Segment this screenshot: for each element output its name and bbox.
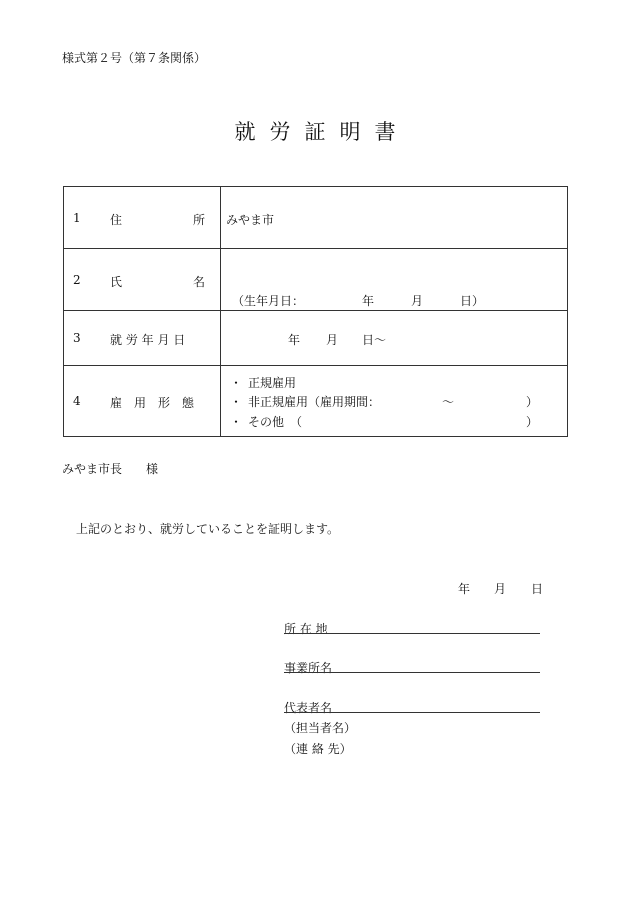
employment-month-label: 月 xyxy=(326,333,339,347)
location-label: 所 在 地 xyxy=(284,622,328,636)
representative-underline[interactable] xyxy=(284,712,540,713)
form-number: 様式第２号（第７条関係） xyxy=(62,51,207,65)
employment-type-label: 雇 用 形 態 xyxy=(110,396,195,410)
employment-date-label: 就 労 年 月 日 xyxy=(110,333,186,347)
employment-period-tilde: 〜 xyxy=(442,395,455,409)
birthdate-label: （生年月日： xyxy=(232,294,305,308)
addressee: みやま市長 様 xyxy=(62,462,159,476)
date-year-label: 年 xyxy=(458,582,471,596)
option-other[interactable]: その他 （ xyxy=(248,415,303,429)
row-number: 3 xyxy=(73,331,81,345)
row-number: 1 xyxy=(73,211,81,225)
employment-year-label: 年 xyxy=(288,333,301,347)
office-name-underline[interactable] xyxy=(284,672,540,673)
option-bullet: ・ xyxy=(230,376,243,390)
birth-month-label: 月 xyxy=(411,294,424,308)
address-label-b: 所 xyxy=(193,213,206,227)
document-title: 就労証明書 xyxy=(234,120,410,144)
address-value[interactable]: みやま市 xyxy=(226,213,275,227)
option-bullet: ・ xyxy=(230,395,243,409)
certification-statement: 上記のとおり、就労していることを証明します。 xyxy=(76,522,340,536)
table-row-divider xyxy=(64,310,567,311)
row-number: 2 xyxy=(73,273,81,287)
employment-period-close: ） xyxy=(526,395,539,409)
table-row-divider xyxy=(64,248,567,249)
table-column-divider xyxy=(220,187,221,436)
certificate-table xyxy=(63,186,568,437)
option-regular-employment[interactable]: 正規雇用 xyxy=(248,376,297,390)
date-month-label: 月 xyxy=(494,582,507,596)
birth-day-label: 日） xyxy=(460,294,485,308)
option-bullet: ・ xyxy=(230,415,243,429)
name-label-b: 名 xyxy=(193,275,206,289)
location-underline[interactable] xyxy=(284,633,540,634)
office-name-label: 事業所名 xyxy=(284,661,333,675)
row-number: 4 xyxy=(73,394,81,408)
date-day-label: 日 xyxy=(531,582,544,596)
person-in-charge-label: （担当者名） xyxy=(284,721,357,735)
other-close: ） xyxy=(526,415,539,429)
birth-year-label: 年 xyxy=(362,294,375,308)
representative-label: 代表者名 xyxy=(284,701,333,715)
table-row-divider xyxy=(64,365,567,366)
name-label-a: 氏 xyxy=(110,275,123,289)
employment-day-label: 日〜 xyxy=(362,333,387,347)
option-nonregular-employment[interactable]: 非正規雇用（雇用期間： xyxy=(248,395,381,409)
address-label-a: 住 xyxy=(110,213,123,227)
contact-label: （連 絡 先） xyxy=(284,742,352,756)
